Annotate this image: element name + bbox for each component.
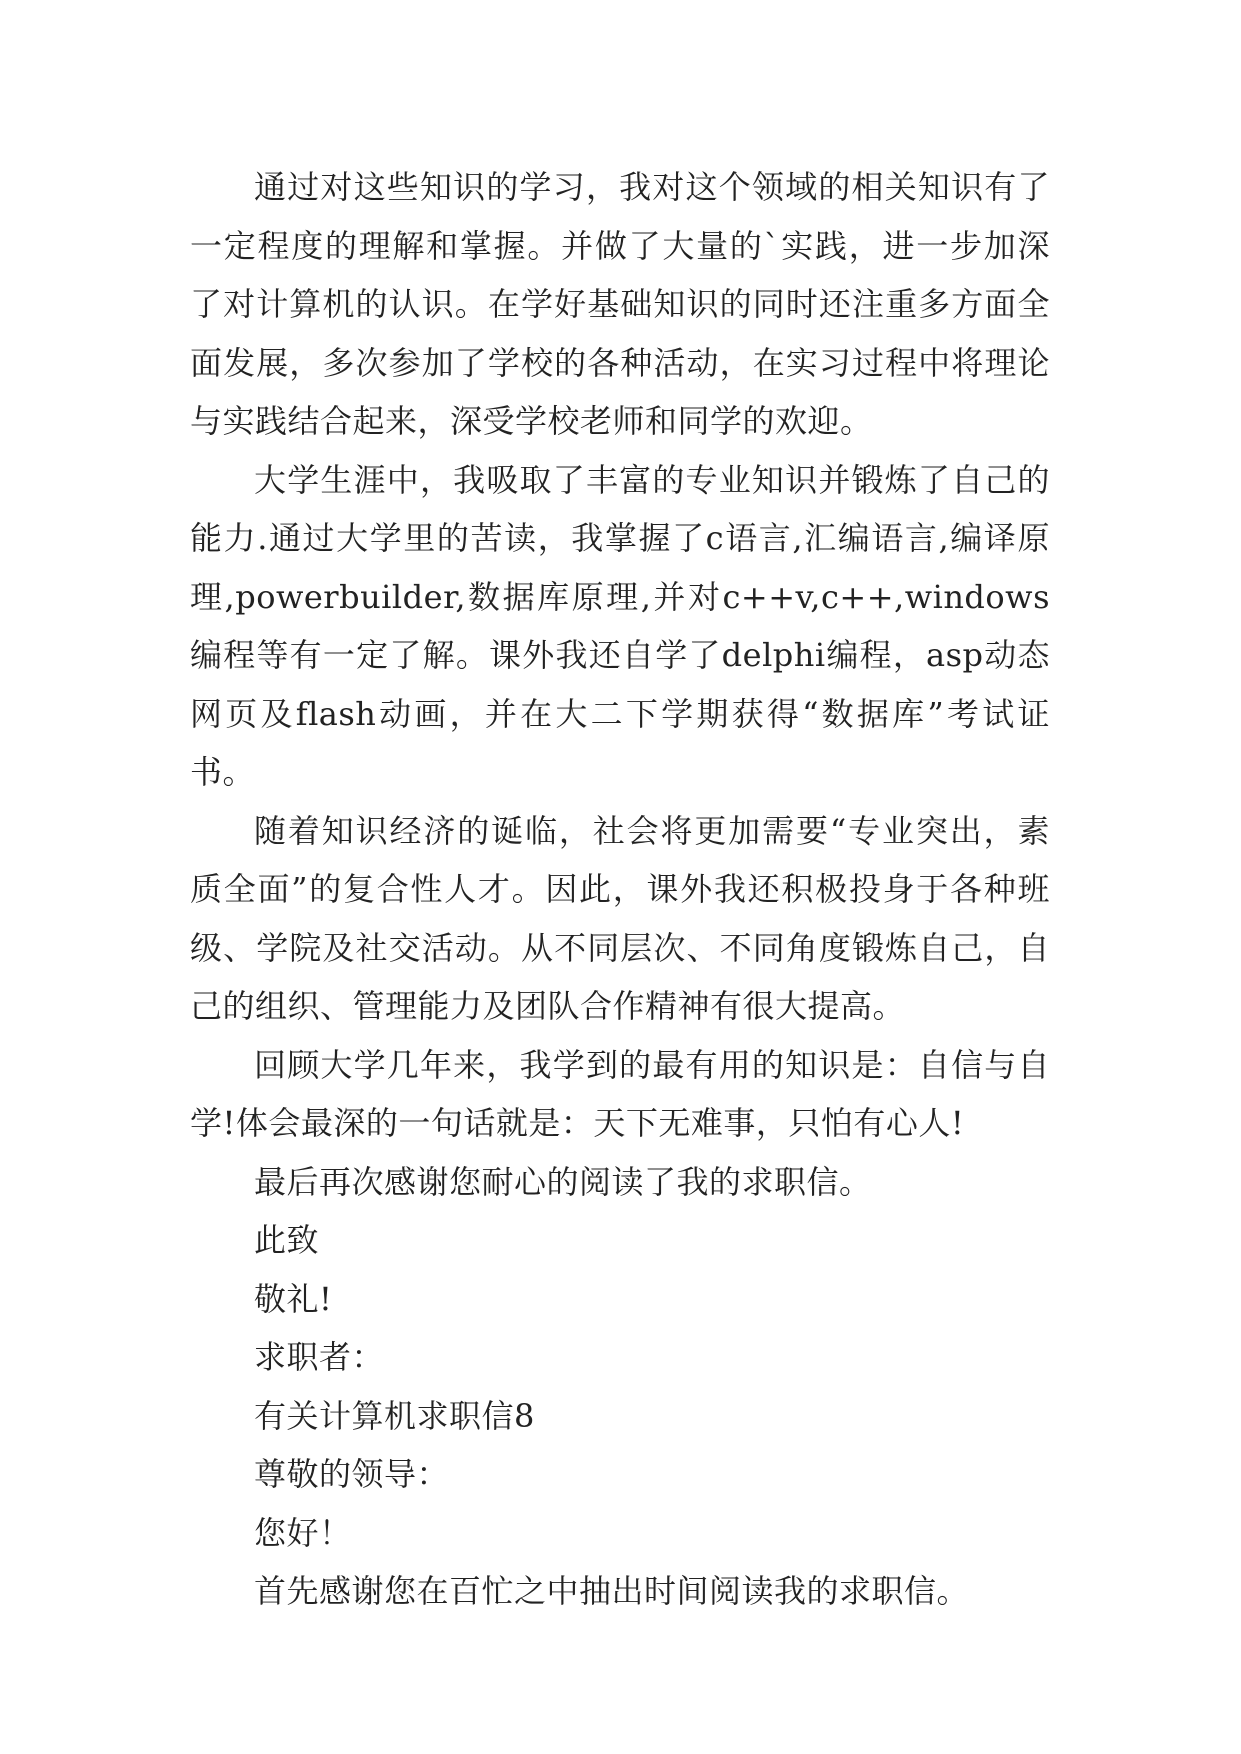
opening-thanks: 首先感谢您在百忙之中抽出时间阅读我的求职信。 [254, 1572, 970, 1610]
greeting-leader: 尊敬的领导： [254, 1455, 450, 1493]
paragraph-review: 回顾大学几年来，我学到的最有用的知识是：自信与自学!体会最深的一句话就是：天下无难事，只怕有心人! [190, 1045, 1050, 1142]
section-heading: 有关计算机求职信8 [254, 1396, 535, 1435]
paragraph-knowledge-economy: 随着知识经济的诞临，社会将更加需要“专业突出，素质全面”的复合性人才。因此，课外我还积极投身于各种班级、学院及社交活动。从不同层次、不同角度锻炼自己，自己的组织、管理能力及团队合作精神有很大提高。 [190, 811, 1050, 1025]
letter-body [190, 158, 1050, 1621]
paragraph-university-career: 大学生涯中，我吸取了丰富的专业知识并锻炼了自己的能力.通过大学里的苦读，我掌握了c语言,汇编语言,编译原理,powerbuilder,数据库原理,并对c++v,c++,windows编程等有一定了解。课外我还自学了delphi编程，asp动态网页及flash动画，并在大二下学期获得“数据库”考试证书。 [190, 460, 1050, 791]
paragraph-study: 通过对这些知识的学习，我对这个领域的相关知识有了一定程度的理解和掌握。并做了大量的`实践，进一步加深了对计算机的认识。在学好基础知识的同时还注重多方面全面发展，多次参加了学校的各种活动，在实习过程中将理论与实践结合起来，深受学校老师和同学的欢迎。 [190, 168, 1050, 440]
salutation-jingli: 敬礼! [254, 1279, 333, 1318]
greeting-hello: 您好！ [254, 1513, 352, 1552]
signature-applicant: 求职者： [254, 1338, 385, 1376]
closing-thanks: 最后再次感谢您耐心的阅读了我的求职信。 [254, 1162, 872, 1201]
salutation-cizhi: 此致 [254, 1221, 320, 1259]
